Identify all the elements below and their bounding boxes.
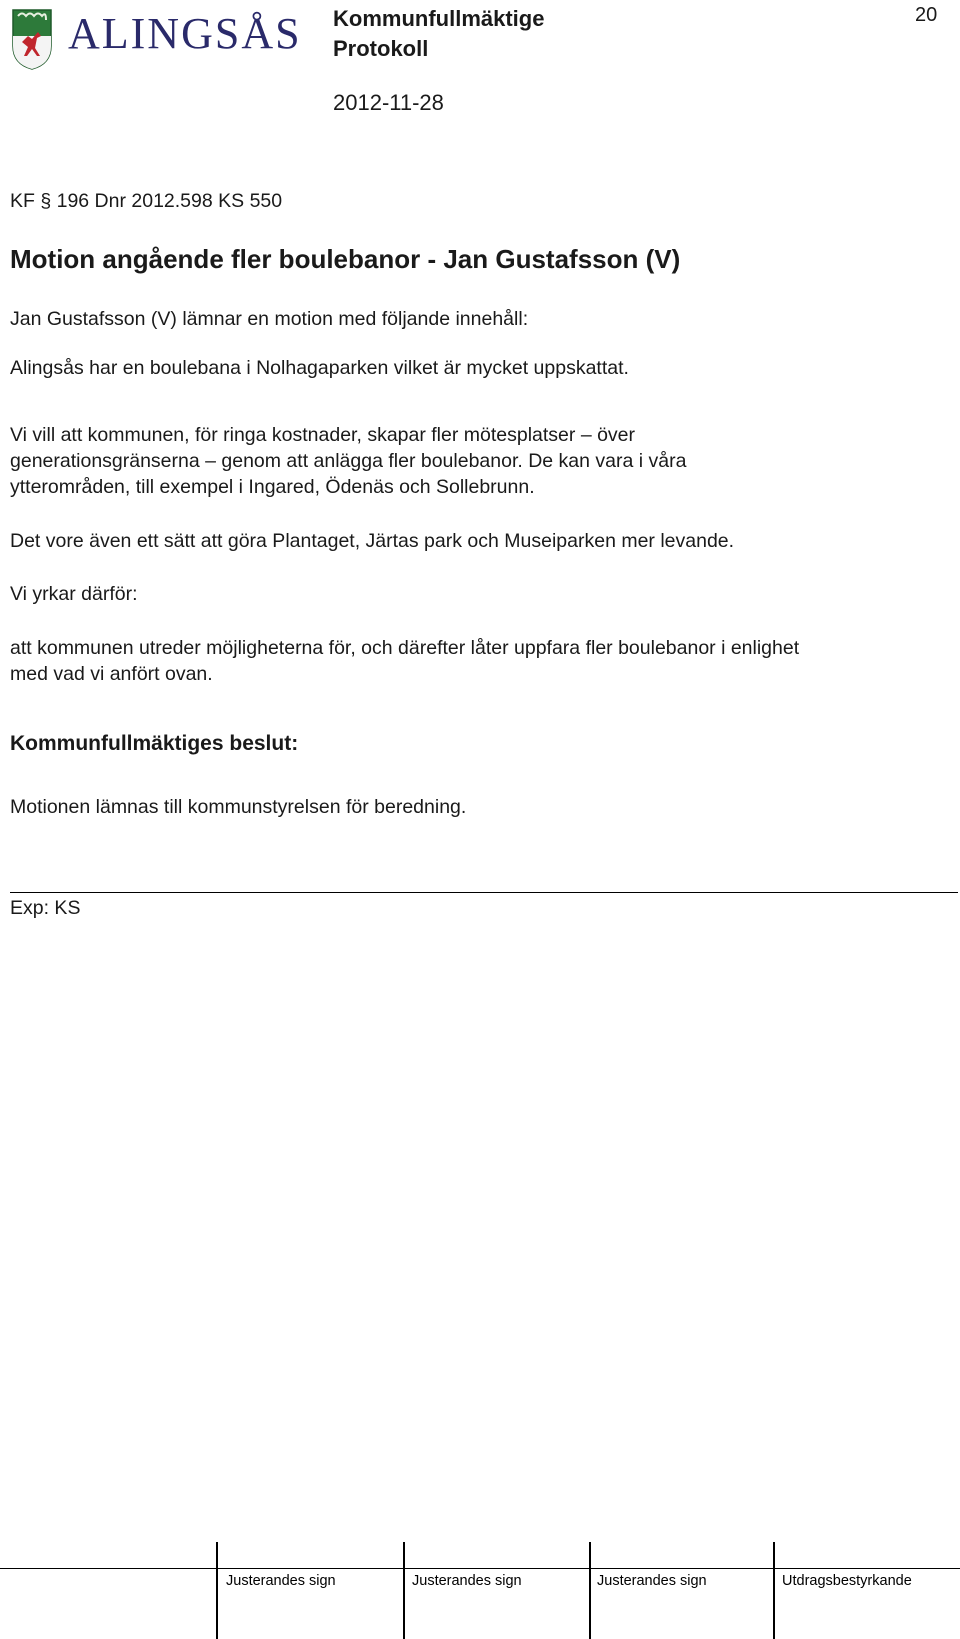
paragraph-2-line: ytterområden, till exempel i Ingared, Ödenäs och Sollebrunn. — [10, 476, 535, 498]
document-body-title: Kommunfullmäktige — [333, 6, 545, 31]
decision-heading: Kommunfullmäktiges beslut: — [10, 732, 299, 755]
paragraph-5-line: med vad vi anfört ovan. — [10, 663, 213, 685]
paragraph-5-line: att kommunen utreder möjligheterna för, och därefter låter uppfara fler boulebanor i enlighet — [10, 637, 800, 659]
signature-column-divider — [589, 1542, 591, 1639]
signature-label: Justerandes sign — [412, 1573, 522, 1589]
paragraph-4: Vi yrkar därför: — [10, 583, 138, 605]
signature-label: Justerandes sign — [226, 1573, 336, 1589]
motion-heading: Motion angående fler boulebanor - Jan Gustafsson (V) — [10, 244, 681, 274]
case-reference: KF § 196 Dnr 2012.598 KS 550 — [10, 190, 283, 212]
intro-paragraph: Jan Gustafsson (V) lämnar en motion med följande innehåll: — [10, 308, 529, 330]
municipality-logo — [10, 6, 300, 70]
paragraph-2-line: Vi vill att kommunen, för ringa kostnader, skapar fler mötesplatser – över — [10, 424, 636, 446]
signature-divider — [0, 1568, 960, 1569]
logo-wordmark: ALINGSÅS — [68, 9, 302, 58]
document-type: Protokoll — [333, 36, 429, 61]
signature-label: Justerandes sign — [597, 1573, 707, 1589]
decision-text: Motionen lämnas till kommunstyrelsen för beredning. — [10, 796, 467, 818]
divider — [10, 892, 958, 893]
signature-column-divider — [403, 1542, 405, 1639]
paragraph-2-line: generationsgränserna – genom att anlägga fler boulebanor. De kan vara i våra — [10, 450, 687, 472]
signature-column-divider — [216, 1542, 218, 1639]
signature-label: Utdragsbestyrkande — [782, 1573, 912, 1589]
paragraph-1: Alingsås har en boulebana i Nolhagaparken vilket är mycket uppskattat. — [10, 357, 629, 379]
coat-of-arms-icon — [10, 6, 54, 70]
paragraph-3: Det vore även ett sätt att göra Plantaget, Järtas park och Museiparken mer levande. — [10, 530, 735, 552]
meeting-date: 2012-11-28 — [333, 90, 444, 115]
expedition-note: Exp: KS — [10, 897, 81, 919]
signature-column-divider — [773, 1542, 775, 1639]
page-number: 20 — [915, 4, 938, 26]
